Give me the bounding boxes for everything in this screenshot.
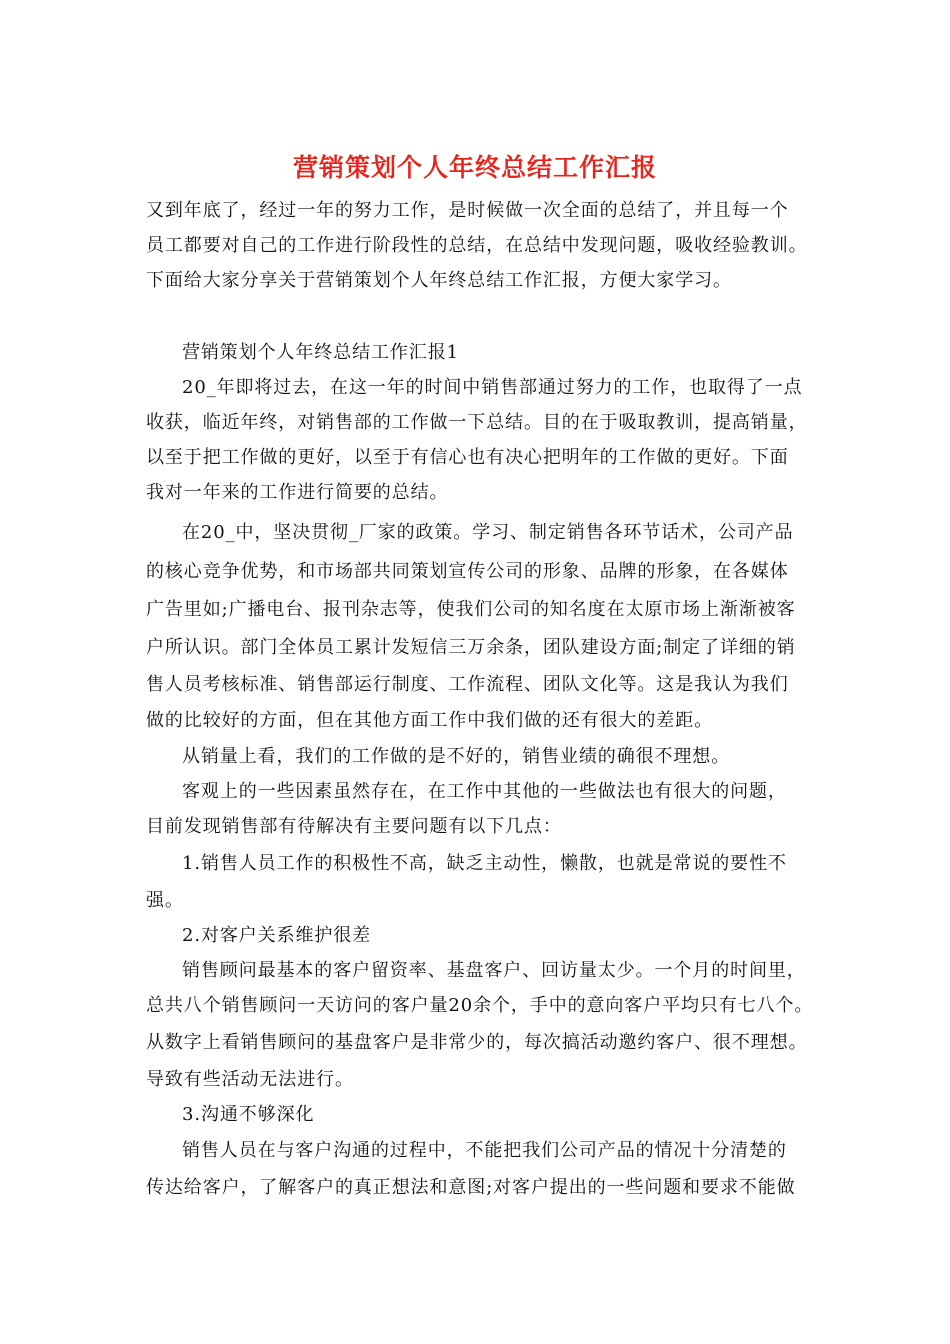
text-line: 销售顾问最基本的客户留资率、基盘客户、回访量太少。一个月的时间里， bbox=[182, 960, 806, 981]
text-line: 户所认识。部门全体员工累计发短信三万余条，团队建设方面;制定了详细的销 bbox=[146, 637, 796, 658]
text-line: 强。 bbox=[146, 890, 184, 911]
text-line: 售人员考核标准、销售部运行制度、工作流程、团队文化等。这是我认为我们 bbox=[146, 674, 789, 695]
text-line: 从数字上看销售顾问的基盘客户是非常少的，每次搞活动邀约客户、很不理想。 bbox=[146, 1032, 808, 1053]
list-item: 2.对客户关系维护很差 bbox=[182, 925, 372, 946]
text-line: 目前发现销售部有待解决有主要问题有以下几点： bbox=[146, 816, 562, 837]
text-line: 客观上的一些因素虽然存在，在工作中其他的一些做法也有很大的问题， bbox=[182, 781, 787, 802]
text-line: 下面给大家分享关于营销策划个人年终总结工作汇报，方便大家学习。 bbox=[146, 270, 732, 291]
text-line: 的核心竞争优势，和市场部共同策划宣传公司的形象、品牌的形象，在各媒体 bbox=[146, 561, 789, 582]
text-line: 收获，临近年终，对销售部的工作做一下总结。目的在于吸取教训，提高销量， bbox=[146, 412, 808, 433]
text-line: 广告里如;广播电台、报刊杂志等，使我们公司的知名度在太原市场上渐渐被客 bbox=[146, 599, 796, 620]
document-title: 营销策划个人年终总结工作汇报 bbox=[292, 153, 657, 182]
list-item: 3.沟通不够深化 bbox=[182, 1104, 315, 1125]
section-heading: 营销策划个人年终总结工作汇报1 bbox=[182, 342, 459, 363]
list-item: 1.销售人员工作的积极性不高，缺乏主动性，懒散，也就是常说的要性不 bbox=[182, 853, 787, 874]
text-line: 我对一年来的工作进行简要的总结。 bbox=[146, 482, 449, 503]
text-line: 总共八个销售顾问一天访问的客户量20余个，手中的意向客户平均只有七八个。 bbox=[146, 995, 814, 1016]
text-line: 做的比较好的方面，但在其他方面工作中我们做的还有很大的差距。 bbox=[146, 710, 713, 731]
text-line: 导致有些活动无法进行。 bbox=[146, 1069, 354, 1090]
text-line: 20_年即将过去，在这一年的时间中销售部通过努力的工作，也取得了一点 bbox=[182, 377, 803, 398]
text-line: 在20_中，坚决贯彻_厂家的政策。学习、制定销售各环节话术，公司产品 bbox=[182, 522, 794, 543]
text-line: 以至于把工作做的更好，以至于有信心也有决心把明年的工作做的更好。下面 bbox=[146, 447, 789, 468]
text-line: 销售人员在与客户沟通的过程中，不能把我们公司产品的情况十分清楚的 bbox=[182, 1140, 787, 1161]
text-line: 又到年底了，经过一年的努力工作，是时候做一次全面的总结了，并且每一个 bbox=[146, 200, 789, 221]
text-line: 员工都要对自己的工作进行阶段性的总结，在总结中发现问题，吸收经验教训。 bbox=[146, 235, 808, 256]
text-line: 传达给客户，了解客户的真正想法和意图;对客户提出的一些问题和要求不能做 bbox=[146, 1177, 796, 1198]
text-line: 从销量上看，我们的工作做的是不好的，销售业绩的确很不理想。 bbox=[182, 746, 731, 767]
